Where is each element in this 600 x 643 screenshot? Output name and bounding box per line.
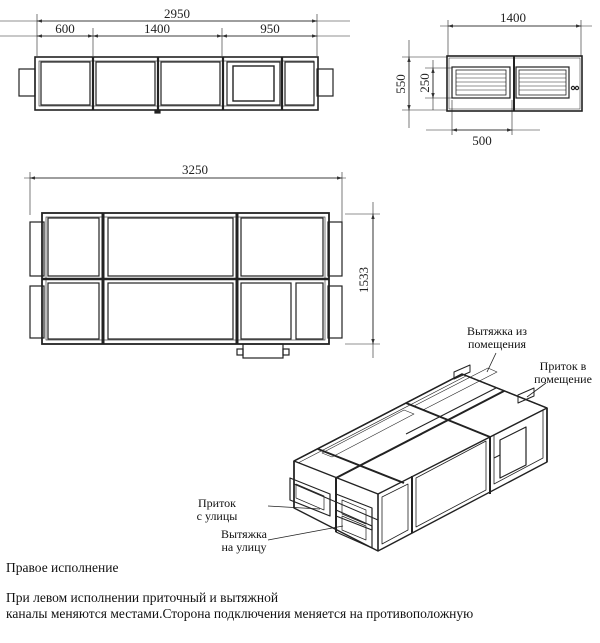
label-supply-to-room-line2: помещение [534,372,592,386]
label-exhaust-to-street-line1: Вытяжка [221,527,267,541]
dim-front-grille-height: 250 [417,73,432,93]
label-supply-from-street-line1: Приток [197,496,237,510]
note-left-variant-line1: При левом исполнении приточный и вытяжной [6,590,279,605]
dim-side-section-2: 1400 [144,21,170,36]
dim-front-grille-width: 500 [472,133,492,148]
dim-front-width: 1400 [500,10,526,25]
side-view [0,14,350,113]
top-view [24,172,380,358]
note-variant: Правое исполнение [6,560,119,575]
isometric-view [268,353,547,551]
note-left-variant-line2: каналы меняются местами.Сторона подключения меняется на противоположную [6,606,474,621]
dim-top-length: 3250 [182,162,208,177]
dim-front-height: 550 [393,74,408,94]
label-exhaust-to-street-line2: на улицу [221,540,267,554]
dim-side-section-1: 600 [55,21,75,36]
label-exhaust-from-room-line1: Вытяжка из [466,324,528,338]
dim-top-width: 1533 [356,267,371,293]
label-supply-to-room-line1: Приток в [539,359,587,373]
dim-side-total: 2950 [164,6,190,21]
dim-side-section-3: 950 [260,21,280,36]
label-supply-from-street-line2: с улицы [196,509,238,523]
label-exhaust-from-room-line2: помещения [467,337,527,351]
